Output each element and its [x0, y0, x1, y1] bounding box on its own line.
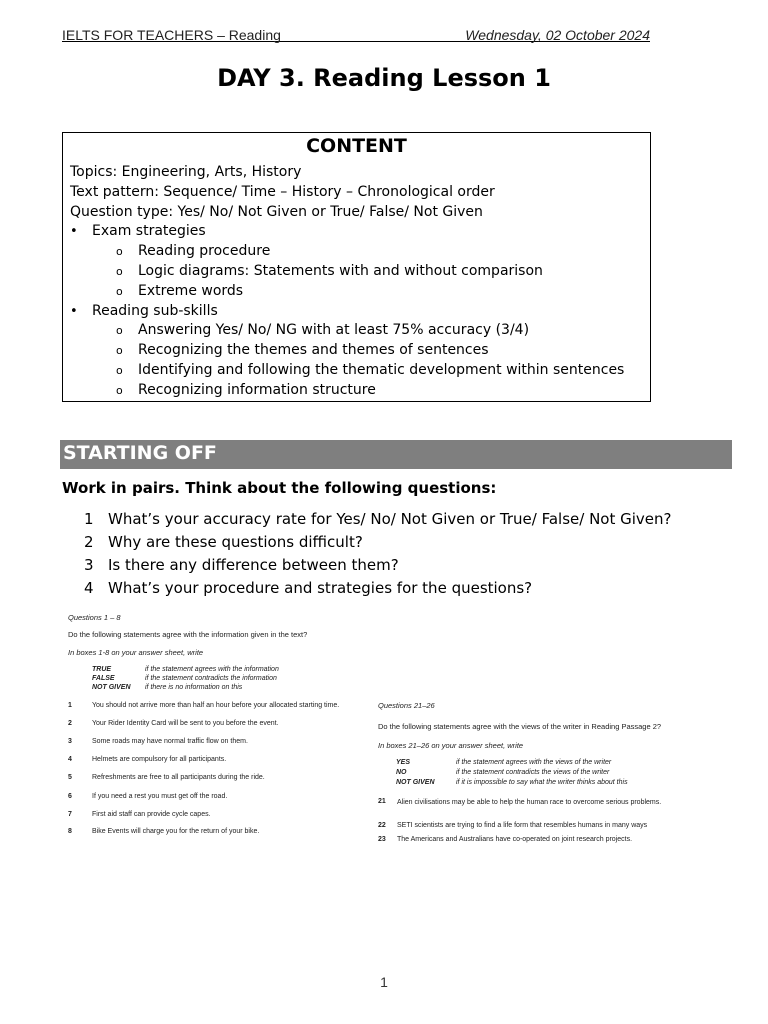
question-text: What’s your procedure and strategies for the questions?	[108, 578, 533, 597]
sub-bullet-marker: o	[116, 324, 123, 338]
statement-text: Alien civilisations may be able to help the human race to overcome serious problems.	[397, 799, 662, 806]
statement-text: If you need a rest you must get off the road.	[92, 793, 228, 800]
statement-number: 1	[68, 702, 72, 709]
question-item	[84, 553, 672, 576]
statement-number: 7	[68, 811, 72, 818]
bullet-label: Exam strategies	[92, 223, 206, 240]
statement-number: 3	[68, 738, 72, 745]
answer-term: NOT GIVEN	[396, 779, 435, 786]
statement-number: 5	[68, 774, 72, 781]
sample-heading: Questions 21–26	[378, 701, 435, 710]
answer-definition: if it is impossible to say what the writer thinks about this	[456, 779, 628, 786]
bullet-label: Reading sub-skills	[92, 302, 218, 319]
question-number: 1	[84, 509, 94, 528]
bullet-item	[70, 302, 624, 322]
section-heading-bar	[60, 440, 732, 469]
statement-text: SETI scientists are trying to find a life form that resembles humans in many ways	[397, 822, 648, 829]
sub-bullet-label: Extreme words	[138, 282, 244, 299]
page-number: 1	[380, 974, 388, 990]
statement-number: 23	[378, 836, 386, 843]
answer-term: NOT GIVEN	[92, 684, 131, 691]
content-lines	[70, 163, 624, 401]
content-heading: CONTENT	[306, 135, 407, 157]
sub-bullet-label: Recognizing information structure	[138, 381, 376, 398]
statement-number: 22	[378, 822, 386, 829]
content-topics: Topics: Engineering, Arts, History	[70, 164, 302, 180]
sample-heading: Questions 1 – 8	[68, 613, 121, 622]
answer-term: TRUE	[92, 666, 112, 673]
statement-text: You should not arrive more than half an hour before your allocated starting time.	[92, 702, 340, 709]
sample-questions-21-26	[376, 698, 676, 850]
answer-definition: if the statement agrees with the information	[145, 666, 279, 673]
sub-bullet-item	[70, 282, 624, 302]
sample-boxes-instruction: In boxes 21–26 on your answer sheet, write	[378, 741, 524, 750]
sub-bullet-marker: o	[116, 284, 123, 298]
page-title: DAY 3. Reading Lesson 1	[217, 64, 551, 92]
sample-questions-1-8	[66, 610, 366, 845]
sub-bullet-item	[70, 262, 624, 282]
content-question-type: Question type: Yes/ No/ Not Given or True/ False/ Not Given	[70, 203, 483, 220]
sample-intro: Do the following statements agree with the views of the writer in Reading Passage 2?	[378, 722, 662, 731]
statement-text: The Americans and Australians have co-operated on joint research projects.	[397, 836, 633, 843]
statement-number: 21	[378, 798, 386, 805]
question-text: Is there any difference between them?	[108, 555, 399, 574]
sub-bullet-label: Recognizing the themes and themes of sentences	[138, 342, 489, 359]
sub-bullet-label: Logic diagrams: Statements with and without comparison	[138, 262, 543, 279]
question-text: Why are these questions difficult?	[108, 532, 363, 551]
header-date: Wednesday, 02 October 2024	[465, 27, 650, 43]
pair-work-instruction: Work in pairs. Think about the following questions:	[62, 479, 497, 497]
sub-bullet-marker: o	[116, 245, 123, 259]
statement-text: Your Rider Identity Card will be sent to you before the event.	[92, 720, 279, 727]
sub-bullet-item	[70, 321, 624, 341]
answer-term: YES	[396, 759, 411, 766]
answer-definition: if the statement contradicts the views of the writer	[456, 769, 610, 776]
sub-bullet-item	[70, 242, 624, 262]
answer-definition: if the statement contradicts the information	[145, 675, 277, 682]
sample-intro: Do the following statements agree with the information given in the text?	[68, 630, 308, 639]
question-item	[84, 530, 672, 553]
statement-text: Bike Events will charge you for the return of your bike.	[92, 828, 260, 835]
sub-bullet-item	[70, 361, 624, 381]
section-heading: STARTING OFF	[63, 442, 217, 464]
sub-bullet-item	[70, 381, 624, 401]
sample-boxes-instruction: In boxes 1-8 on your answer sheet, write	[68, 648, 204, 657]
sub-bullet-label: Answering Yes/ No/ NG with at least 75% accuracy (3/4)	[138, 322, 530, 339]
sub-bullet-marker: o	[116, 363, 123, 377]
bullet-item	[70, 222, 624, 242]
sub-bullet-marker: o	[116, 264, 123, 278]
question-number: 2	[84, 532, 94, 551]
discussion-questions	[84, 507, 672, 599]
answer-term: FALSE	[92, 675, 115, 682]
statement-number: 6	[68, 793, 72, 800]
question-text: What’s your accuracy rate for Yes/ No/ Not Given or True/ False/ Not Given?	[108, 509, 672, 528]
question-number: 4	[84, 578, 94, 597]
sub-bullet-label: Reading procedure	[138, 243, 271, 260]
statement-text: First aid staff can provide cycle capes.	[92, 811, 211, 818]
statement-number: 4	[68, 756, 72, 763]
statement-text: Helmets are compulsory for all participants.	[92, 756, 227, 763]
sub-bullet-label: Identifying and following the thematic development within sentences	[138, 361, 625, 378]
statement-number: 8	[68, 828, 72, 835]
sub-bullet-marker: o	[116, 344, 123, 358]
bullet-marker: •	[70, 303, 78, 319]
sub-bullet-item	[70, 341, 624, 361]
answer-definition: if there is no information on this	[145, 684, 243, 691]
content-text-pattern: Text pattern: Sequence/ Time – History – Chronological order	[70, 183, 495, 200]
statement-text: Refreshments are free to all participants during the ride.	[92, 774, 265, 781]
statement-number: 2	[68, 720, 72, 727]
statement-text: Some roads may have normal traffic flow on them.	[92, 738, 248, 745]
question-item	[84, 507, 672, 530]
bullet-marker: •	[70, 224, 78, 240]
sub-bullet-marker: o	[116, 383, 123, 397]
question-item	[84, 576, 672, 599]
question-number: 3	[84, 555, 94, 574]
answer-term: NO	[396, 769, 407, 776]
header-course-title: IELTS FOR TEACHERS – Reading	[62, 27, 281, 43]
document-header	[62, 27, 650, 42]
answer-definition: if the statement agrees with the views of the writer	[456, 759, 612, 766]
content-box	[62, 132, 651, 402]
